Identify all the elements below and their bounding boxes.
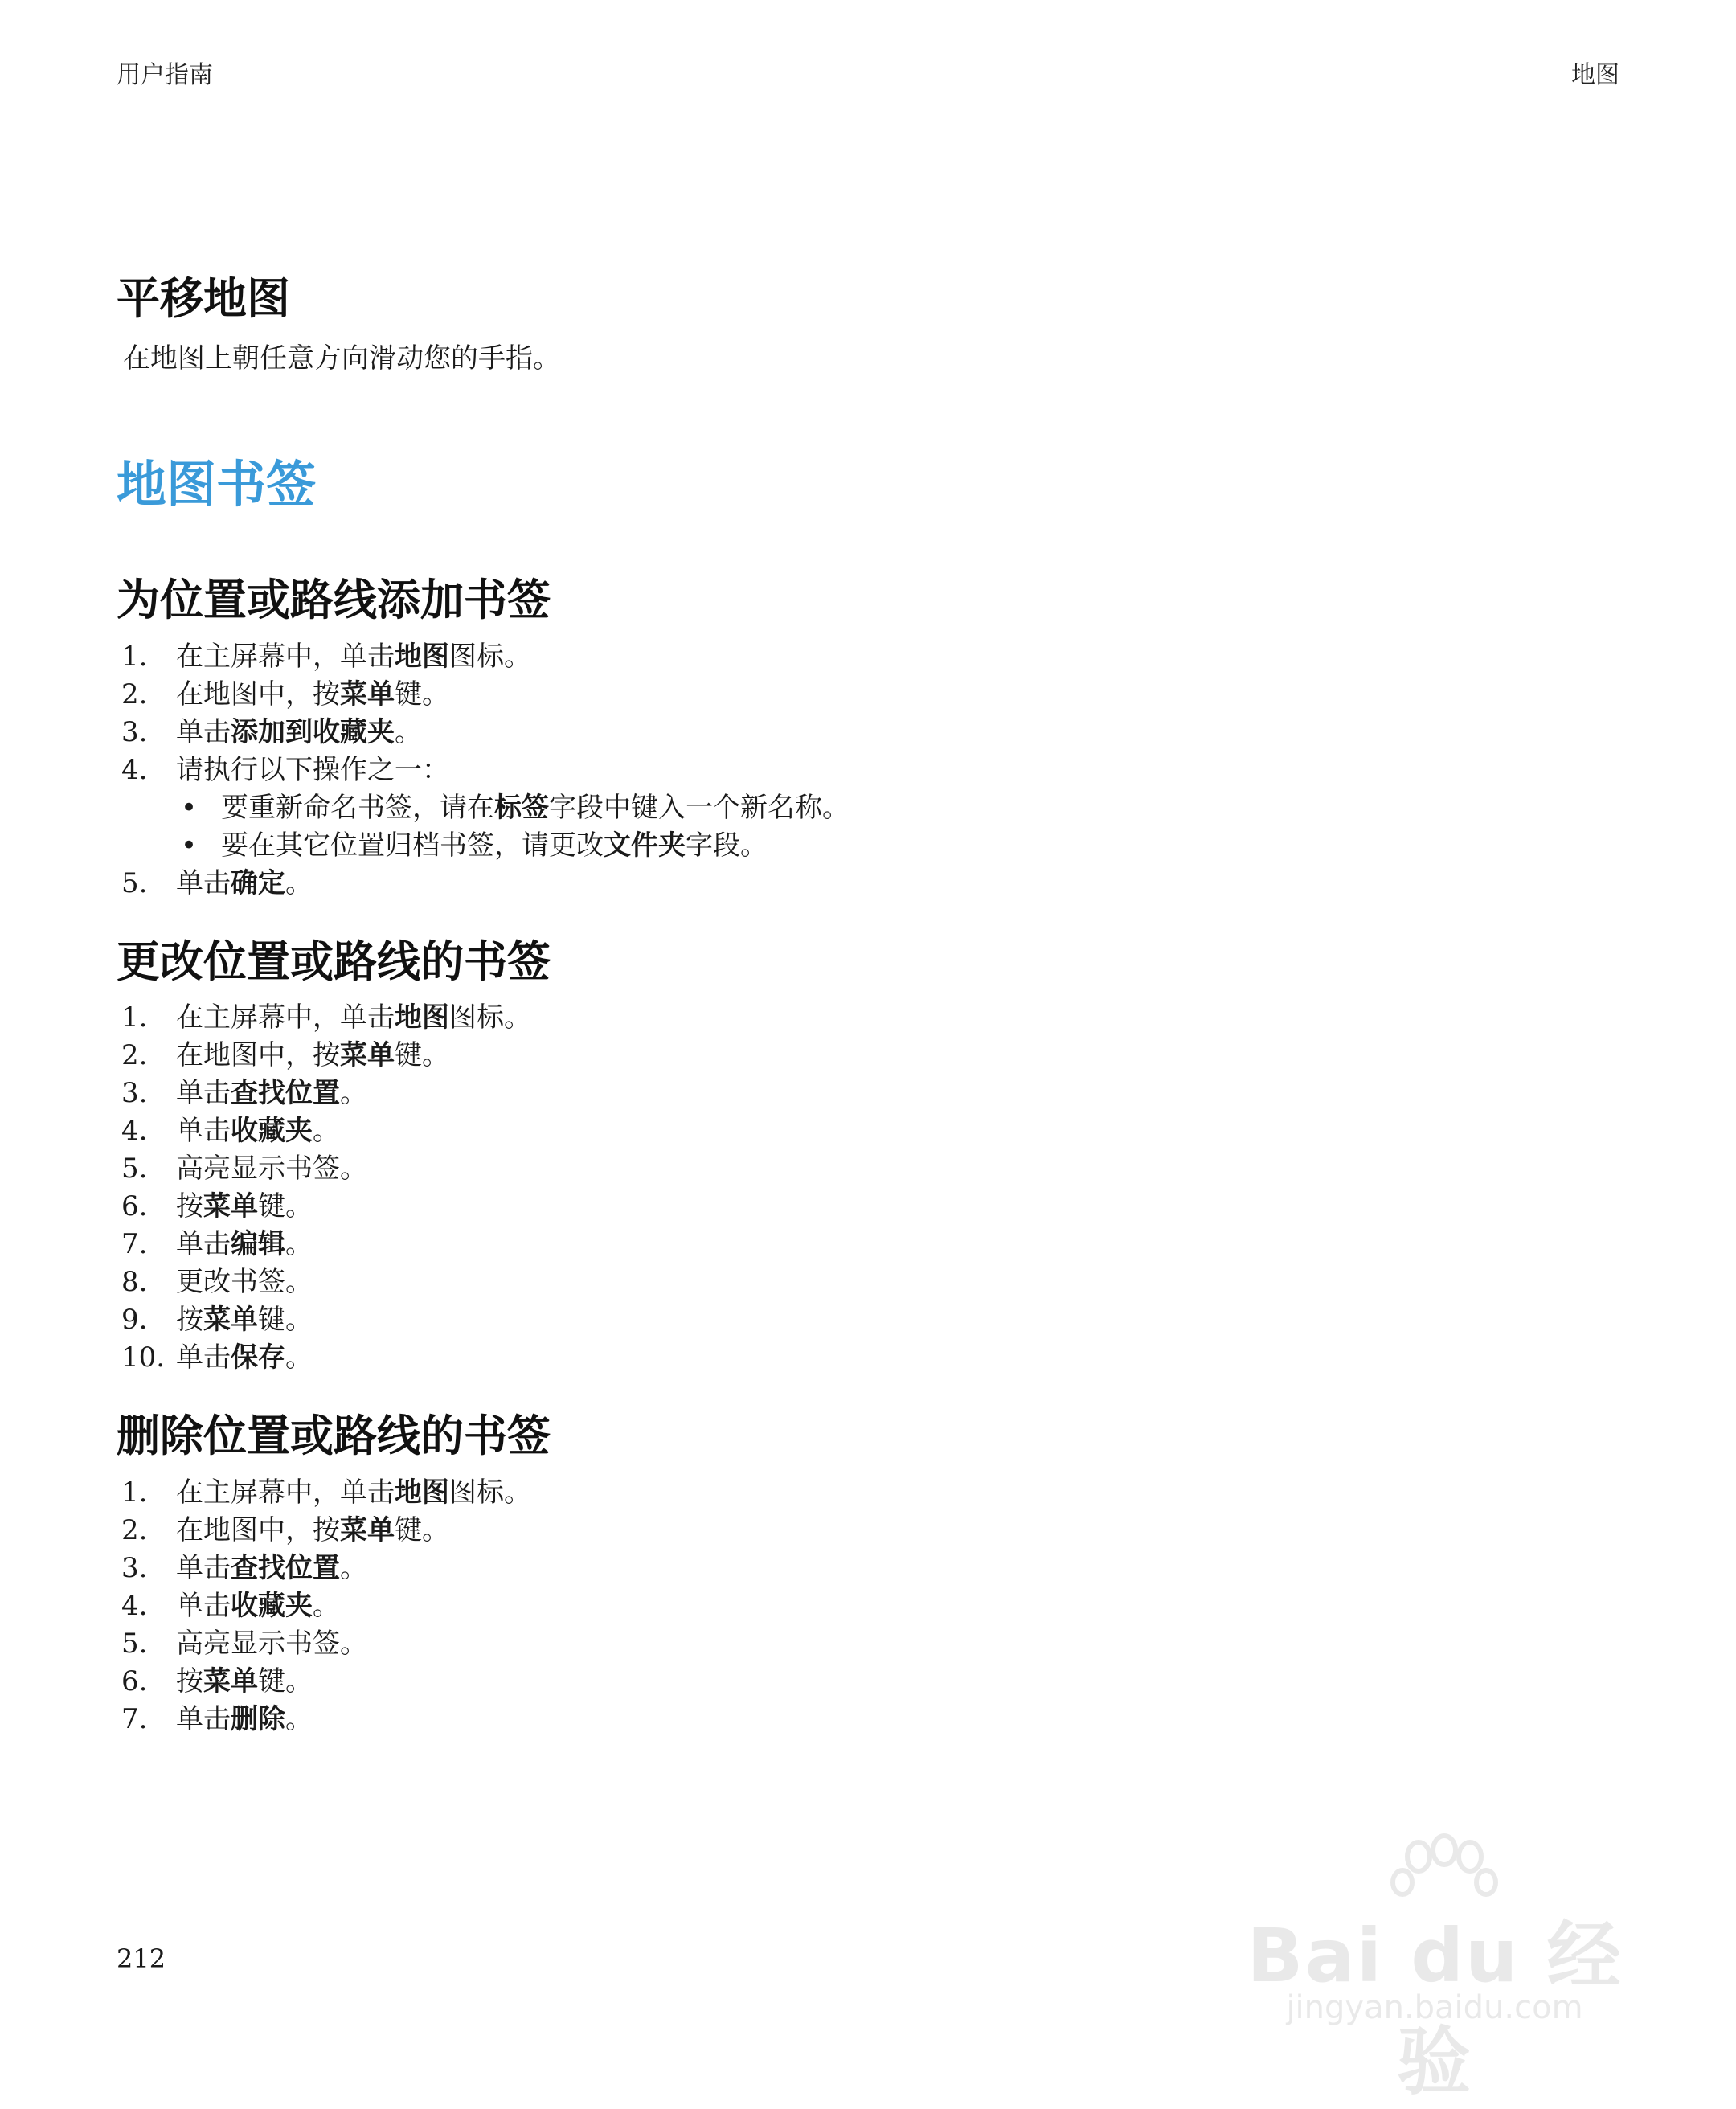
step-number: 5. bbox=[121, 1153, 148, 1186]
watermark-url: jingyan.baidu.com bbox=[1286, 1989, 1583, 2026]
change-bookmark-steps bbox=[117, 999, 1619, 1377]
step-text: 单击查找位置。 bbox=[176, 1552, 367, 1585]
step-number: 10. bbox=[121, 1341, 166, 1374]
step-text: 按菜单键。 bbox=[176, 1190, 313, 1223]
step-text: 请执行以下操作之一： bbox=[176, 753, 449, 786]
pan-map-heading: 平移地图 bbox=[117, 273, 290, 324]
step-text: 单击保存。 bbox=[176, 1341, 313, 1374]
step-number: 3. bbox=[121, 1552, 148, 1585]
baidu-jingyan-watermark bbox=[1234, 1833, 1636, 2105]
list-item bbox=[117, 1587, 1619, 1625]
list-item bbox=[117, 1339, 1619, 1377]
delete-bookmark-steps bbox=[117, 1474, 1619, 1738]
step-number: 8. bbox=[121, 1266, 148, 1299]
add-bookmark-steps bbox=[117, 638, 1619, 903]
step-text: 在地图中，按菜单键。 bbox=[176, 678, 449, 711]
step-number: 7. bbox=[121, 1228, 148, 1261]
header-guide-title: 用户指南 bbox=[117, 61, 213, 89]
step-number: 4. bbox=[121, 753, 148, 786]
step-text: 在主屏幕中，单击地图图标。 bbox=[176, 1001, 531, 1034]
step-text: 单击收藏夹。 bbox=[176, 1590, 340, 1623]
list-item bbox=[117, 1226, 1619, 1263]
list-item bbox=[117, 751, 1619, 865]
header-chapter-title: 地图 bbox=[1571, 61, 1619, 89]
step-text: 高亮显示书签。 bbox=[176, 1628, 367, 1661]
page-number: 212 bbox=[117, 1943, 166, 1974]
step-number: 6. bbox=[121, 1190, 148, 1223]
list-item bbox=[117, 999, 1619, 1037]
list-item bbox=[117, 1550, 1619, 1587]
list-item bbox=[117, 714, 1619, 751]
list-item bbox=[117, 1075, 1619, 1112]
step-text: 单击添加到收藏夹。 bbox=[176, 715, 422, 748]
running-header bbox=[117, 55, 1619, 90]
step-number: 1. bbox=[121, 640, 148, 673]
pan-map-text: 在地图上朝任意方向滑动您的手指。 bbox=[123, 342, 560, 375]
paw-icon bbox=[1234, 1833, 1636, 1905]
list-item bbox=[117, 638, 1619, 676]
step-text: 在主屏幕中，单击地图图标。 bbox=[176, 640, 531, 673]
list-item bbox=[117, 1663, 1619, 1701]
list-item bbox=[117, 1301, 1619, 1339]
watermark-brand: Bai du 经验 bbox=[1247, 1913, 1623, 2105]
step-text: 更改书签。 bbox=[176, 1266, 313, 1299]
step-text: 高亮显示书签。 bbox=[176, 1153, 367, 1186]
step-number: 6. bbox=[121, 1665, 148, 1698]
list-item bbox=[117, 1625, 1619, 1663]
step-text: 单击删除。 bbox=[176, 1703, 313, 1736]
step-number: 9. bbox=[121, 1304, 148, 1337]
list-item bbox=[117, 1150, 1619, 1188]
list-item bbox=[117, 1701, 1619, 1738]
step-number: 2. bbox=[121, 1514, 148, 1547]
step-number: 4. bbox=[121, 1590, 148, 1623]
list-item bbox=[117, 676, 1619, 714]
bullet-item: • 要重新命名书签，请在标签字段中键入一个新名称。 bbox=[181, 791, 850, 824]
page-content bbox=[117, 273, 1619, 1738]
list-item bbox=[117, 1474, 1619, 1512]
step-number: 2. bbox=[121, 678, 148, 711]
option-bullets bbox=[117, 789, 1619, 865]
list-item bbox=[117, 1037, 1619, 1075]
list-item bbox=[117, 1263, 1619, 1301]
step-number: 3. bbox=[121, 715, 148, 748]
step-number: 2. bbox=[121, 1039, 148, 1072]
step-number: 5. bbox=[121, 866, 148, 899]
list-item bbox=[117, 865, 1619, 903]
change-bookmark-heading: 更改位置或路线的书签 bbox=[117, 936, 551, 987]
delete-bookmark-heading: 删除位置或路线的书签 bbox=[117, 1411, 551, 1462]
step-text: 单击收藏夹。 bbox=[176, 1115, 340, 1148]
step-text: 按菜单键。 bbox=[176, 1665, 313, 1698]
step-number: 1. bbox=[121, 1476, 148, 1509]
step-text: 在主屏幕中，单击地图图标。 bbox=[176, 1476, 531, 1509]
step-text: 在地图中，按菜单键。 bbox=[176, 1039, 449, 1072]
map-bookmarks-heading: 地图书签 bbox=[117, 455, 317, 514]
step-number: 5. bbox=[121, 1628, 148, 1661]
step-text: 按菜单键。 bbox=[176, 1304, 313, 1337]
step-text: 单击确定。 bbox=[176, 866, 313, 899]
list-item bbox=[117, 1512, 1619, 1550]
step-number: 1. bbox=[121, 1001, 148, 1034]
step-number: 4. bbox=[121, 1115, 148, 1148]
step-number: 7. bbox=[121, 1703, 148, 1736]
add-bookmark-heading: 为位置或路线添加书签 bbox=[117, 574, 551, 625]
bullet-item: • 要在其它位置归档书签，请更改文件夹字段。 bbox=[181, 829, 768, 862]
list-item bbox=[117, 1188, 1619, 1226]
step-number: 3. bbox=[121, 1077, 148, 1110]
step-text: 单击编辑。 bbox=[176, 1228, 313, 1261]
list-item bbox=[117, 1112, 1619, 1150]
step-text: 在地图中，按菜单键。 bbox=[176, 1514, 449, 1547]
step-text: 单击查找位置。 bbox=[176, 1077, 367, 1110]
